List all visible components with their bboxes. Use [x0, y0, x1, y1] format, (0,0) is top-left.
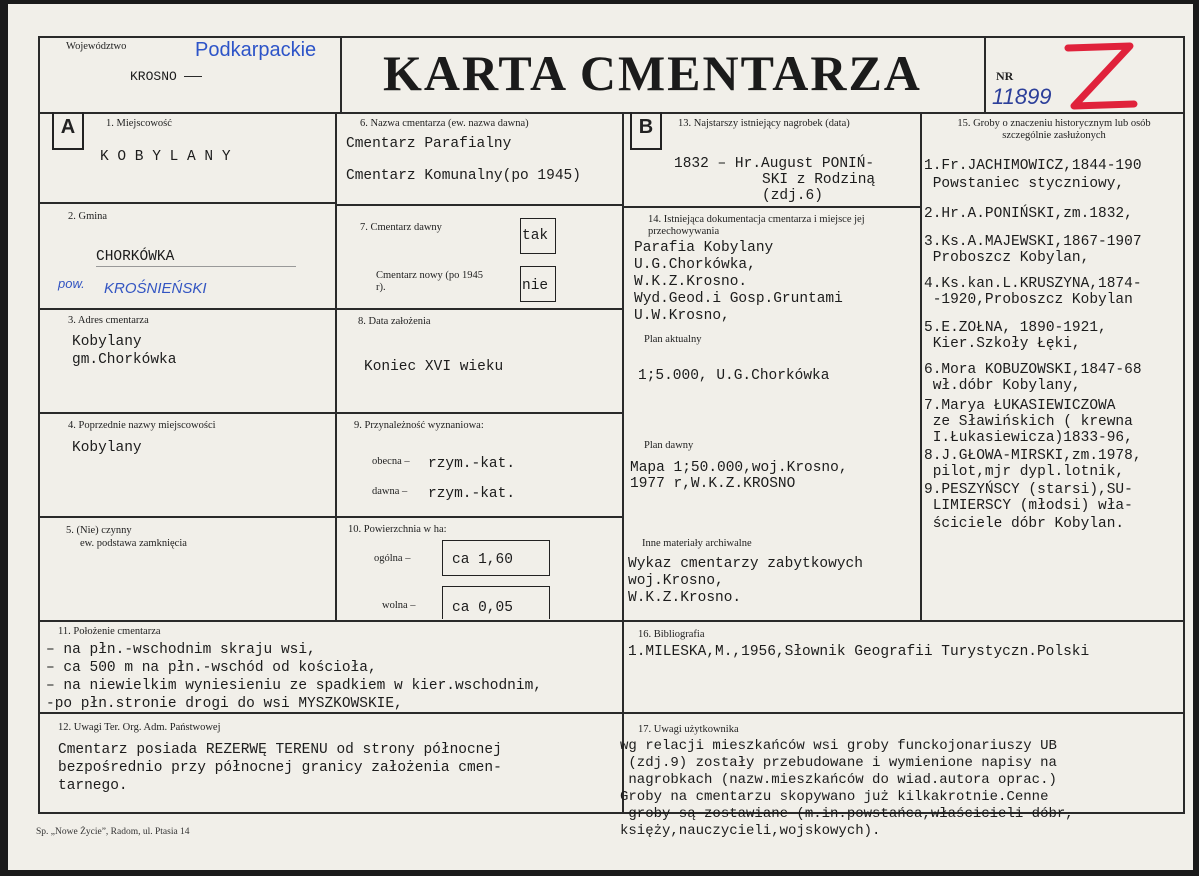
obecna-label: obecna –: [372, 456, 410, 467]
gmina-label: 2. Gmina: [68, 211, 108, 222]
uwagi-ter-line-2: bezpośrednio przy północnej granicy założenia cmen-: [58, 760, 502, 776]
nazwa-line-2: Cmentarz Komunalny(po 1945): [346, 168, 581, 184]
polozenie-line-4: -po płn.stronie drogi do wsi MYSZKOWSKIE,: [46, 696, 403, 712]
groby-line: -1920,Proboszcz Kobylan: [924, 292, 1133, 308]
najstarszy-line-2: SKI z Rodziną: [762, 172, 876, 188]
groby-line: 5.E.ZOŁNA, 1890-1921,: [924, 320, 1107, 336]
nr-label: NR: [996, 69, 1014, 83]
groby-line: 3.Ks.A.MAJEWSKI,1867-1907: [924, 234, 1142, 250]
poprzednie-label: 4. Poprzednie nazwy miejscowości: [68, 420, 216, 431]
inne-line-1: Wykaz cmentarzy zabytkowych: [628, 556, 863, 572]
plan-aktualny-value: 1;5.000, U.G.Chorkówka: [638, 368, 830, 384]
adres-line-2: gm.Chorkówka: [72, 352, 177, 368]
powiat-prefix: pow.: [58, 276, 85, 291]
wolna-value: ca 0,05: [452, 600, 513, 616]
powierzchnia-label: 10. Powierzchnia w ha:: [348, 524, 447, 535]
groby-line: I.Łukasiewicza)1833-96,: [924, 430, 1133, 446]
plan-dawny-label: Plan dawny: [644, 440, 694, 451]
poprzednie-value: Kobylany: [72, 440, 142, 456]
dokumentacja-line-2: U.G.Chorkówka,: [634, 257, 756, 273]
ogolna-label: ogólna –: [374, 553, 411, 564]
adres-label: 3. Adres cmentarza: [68, 315, 149, 326]
polozenie-line-1: – na płn.-wschodnim skraju wsi,: [46, 642, 316, 658]
province-stamp: Podkarpackie: [195, 39, 317, 61]
groby-line: LIMIERSCY (młodsi) wła-: [924, 498, 1133, 514]
groby-line: Proboszcz Kobylan,: [924, 250, 1090, 266]
dawny-label: 7. Cmentarz dawny: [360, 222, 442, 233]
najstarszy-line-1: 1832 – Hr.August PONIŃ-: [674, 156, 875, 172]
bibliografia-line-1: 1.MILESKA,M.,1956,Słownik Geografii Turystyczn.Polski: [628, 644, 1090, 660]
printer-note: Sp. „Nowe Życie”, Radom, ul. Ptasia 14: [36, 827, 190, 837]
uwagi-line: (zdj.9) zostały przebudowane i wymienione napisy na: [620, 755, 1057, 771]
nazwa-line-1: Cmentarz Parafialny: [346, 136, 512, 152]
przynaleznosc-label: 9. Przynależność wyznaniowa:: [354, 420, 484, 431]
groby-line: 2.Hr.A.PONIŃSKI,zm.1832,: [924, 206, 1133, 222]
uwagi-uzytkownika-label: 17. Uwagi użytkownika: [638, 724, 739, 735]
groby-list: [924, 158, 1184, 538]
dokumentacja-line-3: W.K.Z.Krosno.: [634, 274, 748, 290]
red-z-mark: [1060, 38, 1140, 118]
groby-line: 1.Fr.JACHIMOWICZ,1844-190: [924, 158, 1142, 174]
inne-line-2: woj.Krosno,: [628, 573, 724, 589]
groby-line: 8.J.GŁOWA-MIRSKI,zm.1978,: [924, 448, 1142, 464]
nowy-value: nie: [522, 278, 549, 294]
dokumentacja-line-1: Parafia Kobylany: [634, 240, 774, 256]
dawna-label: dawna –: [372, 486, 408, 497]
nowy-label: Cmentarz nowy (po 1945 r).: [376, 270, 484, 293]
adres-line-1: Kobylany: [72, 334, 142, 350]
inne-line-3: W.K.Z.Krosno.: [628, 590, 742, 606]
plan-aktualny-label: Plan aktualny: [644, 334, 702, 345]
groby-line: Powstaniec styczniowy,: [924, 176, 1125, 192]
groby-line: 4.Ks.kan.L.KRUSZYNA,1874-: [924, 276, 1142, 292]
miejscowosc-label: 1. Miejscowość: [106, 118, 172, 129]
uwagi-uzytkownika-text: [620, 738, 1192, 848]
groby-line: 9.PESZYŃSCY (starsi),SU-: [924, 482, 1133, 498]
plan-dawny-line-1: Mapa 1;50.000,woj.Krosno,: [630, 460, 848, 476]
uwagi-ter-line-3: tarnego.: [58, 778, 128, 794]
miejscowosc-value: K O B Y L A N Y: [100, 149, 231, 165]
dawna-value: rzym.-kat.: [428, 486, 516, 502]
dokumentacja-line-4: Wyd.Geod.i Gosp.Gruntami: [634, 291, 843, 307]
uwagi-line: nagrobkach (nazw.mieszkańców do wiad.autora oprac.): [620, 772, 1057, 788]
groby-line: Kier.Szkoły Łęki,: [924, 336, 1081, 352]
uwagi-line: księży,nauczycieli,wojskowych).: [620, 823, 881, 839]
najstarszy-label: 13. Najstarszy istniejący nagrobek (data): [678, 118, 850, 129]
groby-line: 6.Mora KOBUZOWSKI,1847-68: [924, 362, 1142, 378]
ogolna-value: ca 1,60: [452, 552, 513, 568]
dawny-value: tak: [522, 228, 549, 244]
czynny-sub: ew. podstawa zamknięcia: [80, 538, 187, 549]
data-label: 8. Data założenia: [358, 316, 431, 327]
groby-label: 15. Groby o znaczeniu historycznym lub osób szczególnie zasłużonych: [957, 118, 1151, 141]
uwagi-line: groby są zostawiane (m.in.powstańca,właścicieli dóbr,: [620, 806, 1074, 822]
groby-line: ze Sławińskich ( krewna: [924, 414, 1133, 430]
section-b-letter: B: [638, 116, 654, 138]
plan-dawny-line-2: 1977 r,W.K.Z.KROSNO: [630, 476, 796, 492]
groby-line: pilot,mjr dypl.lotnik,: [924, 464, 1125, 480]
dokumentacja-label: 14. Istniejąca dokumentacja cmentarza i miejsce jej przechowywania: [648, 214, 865, 237]
obecna-value: rzym.-kat.: [428, 456, 516, 472]
polozenie-line-2: – ca 500 m na płn.-wschód od kościoła,: [46, 660, 377, 676]
section-a-letter: A: [60, 116, 76, 138]
uwagi-ter-label: 12. Uwagi Ter. Org. Adm. Państwowej: [58, 722, 221, 733]
dokumentacja-line-5: U.W.Krosno,: [634, 308, 730, 324]
najstarszy-line-3: (zdj.6): [762, 188, 823, 204]
groby-line: wł.dóbr Kobylany,: [924, 378, 1081, 394]
wojewodztwo-label: Województwo: [66, 41, 127, 52]
bibliografia-label: 16. Bibliografia: [638, 629, 705, 640]
uwagi-line: wg relacji mieszkańców wsi groby funckojonariuszy UB: [620, 738, 1057, 754]
uwagi-line: Groby na cmentarzu skopywano już kilkakrotnie.Cenne: [620, 789, 1049, 805]
uwagi-ter-line-1: Cmentarz posiada REZERWĘ TERENU od strony północnej: [58, 742, 502, 758]
nr-value: 11899: [992, 84, 1052, 109]
wolna-label: wolna –: [382, 600, 416, 611]
czynny-label: 5. (Nie) czynny: [66, 525, 132, 536]
polozenie-line-3: – na niewielkim wyniesieniu ze spadkiem w kier.wschodnim,: [46, 678, 542, 694]
wojewodztwo-value: KROSNO: [130, 69, 177, 84]
inne-label: Inne materiały archiwalne: [642, 538, 752, 549]
groby-line: 7.Marya ŁUKASIEWICZOWA: [924, 398, 1116, 414]
data-value: Koniec XVI wieku: [364, 359, 504, 375]
cemetery-card: [8, 4, 1193, 870]
groby-line: ściciele dóbr Kobylan.: [924, 516, 1125, 532]
powiat-value: KROŚNIEŃSKI: [104, 280, 207, 297]
gmina-value: CHORKÓWKA: [96, 249, 175, 265]
nazwa-label: 6. Nazwa cmentarza (ew. nazwa dawna): [360, 118, 529, 129]
card-title: KARTA CMENTARZA: [383, 45, 922, 101]
polozenie-label: 11. Położenie cmentarza: [58, 626, 161, 637]
